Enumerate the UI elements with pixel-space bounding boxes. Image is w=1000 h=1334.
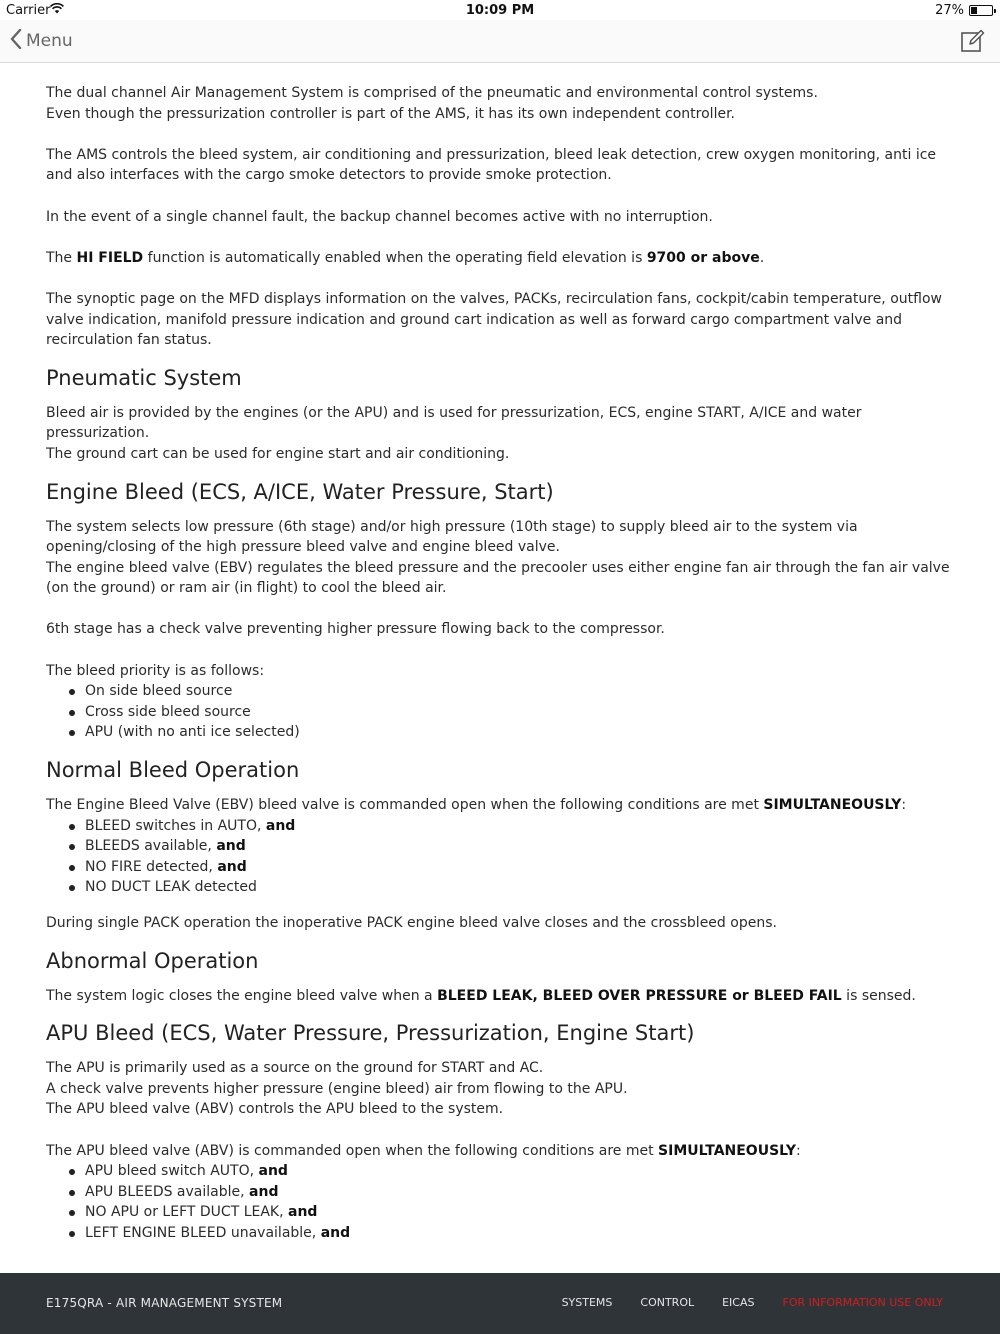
- apu-conditions-list: [46, 1161, 958, 1243]
- single-pack-paragraph: During single PACK operation the inoperative PACK engine bleed valve closes and the crossbleed opens.: [46, 915, 777, 931]
- chevron-left-icon: [10, 29, 26, 54]
- list-item: On side bleed source: [46, 681, 958, 702]
- normal-conditions-list: [46, 816, 958, 898]
- normal-bleed-paragraph: The Engine Bleed Valve (EBV) bleed valve is commanded open when the following conditions are met SIMULTANEOUSLY:: [46, 797, 907, 814]
- heading-normal-bleed: Normal Bleed Operation: [46, 758, 300, 783]
- list-item: APU bleed switch AUTO, and: [46, 1161, 958, 1182]
- back-button[interactable]: [10, 28, 73, 54]
- footer-links: [534, 1296, 943, 1309]
- info-use-warning: FOR INFORMATION USE ONLY: [782, 1296, 943, 1309]
- footer-bar: [0, 1273, 1000, 1334]
- battery-percent: 27%: [935, 3, 964, 18]
- article-content: [46, 64, 958, 1272]
- hifield-paragraph: The HI FIELD function is automatically enabled when the operating field elevation is 9700 or above.: [46, 249, 765, 266]
- pneumatic-paragraph: Bleed air is provided by the engines (or the APU) and is used for pressurization, ECS, engine START, A/ICE and water pressurization. The ground cart can be used for engine start and air conditioning.: [46, 404, 862, 462]
- ams-paragraph: The AMS controls the bleed system, air conditioning and pressurization, bleed leak detection, crew oxygen monitoring, anti ice and also interfaces with the cargo smoke detectors to provide smoke protection.: [46, 146, 937, 184]
- priority-intro: The bleed priority is as follows:: [46, 662, 265, 679]
- heading-pneumatic: Pneumatic System: [46, 365, 242, 390]
- compose-icon[interactable]: [960, 28, 986, 54]
- carrier-label: Carrier: [6, 3, 51, 18]
- priority-list: [46, 681, 958, 743]
- abnormal-paragraph: The system logic closes the engine bleed valve when a BLEED LEAK, BLEED OVER PRESSURE or BLEED FAIL is sensed.: [46, 987, 916, 1004]
- list-item: NO DUCT LEAK detected: [46, 877, 958, 898]
- footer-title: E175QRA - AIR MANAGEMENT SYSTEM: [46, 1296, 283, 1310]
- fault-paragraph: In the event of a single channel fault, the backup channel becomes active with no interruption.: [46, 208, 713, 225]
- apu-open-paragraph: The APU bleed valve (ABV) is commanded open when the following conditions are met SIMULTANEOUSLY:: [46, 1142, 801, 1159]
- back-label: Menu: [26, 31, 73, 51]
- list-item: LEFT ENGINE BLEED unavailable, and: [46, 1223, 958, 1244]
- list-item: Cross side bleed source: [46, 702, 958, 723]
- apu-paragraph: The APU is primarily used as a source on the ground for START and AC. A check valve prevents higher pressure (engine bleed) air from flowing to the APU. The APU bleed valve (ABV) controls the APU bleed to the system.: [46, 1060, 628, 1118]
- footer-link-eicas[interactable]: EICAS: [722, 1296, 755, 1309]
- list-item: APU (with no anti ice selected): [46, 722, 958, 743]
- navigation-bar: [0, 20, 1000, 63]
- list-item: BLEED switches in AUTO, and: [46, 816, 958, 837]
- list-item: NO APU or LEFT DUCT LEAK, and: [46, 1202, 958, 1223]
- battery-icon: [969, 5, 993, 16]
- footer-link-systems[interactable]: SYSTEMS: [561, 1296, 613, 1309]
- list-item: BLEEDS available, and: [46, 836, 958, 857]
- engine-bleed-paragraph: The system selects low pressure (6th stage) and/or high pressure (10th stage) to supply bleed air to the system via opening/closing of the high pressure bleed valve and engine bleed valve. The engine bleed valve (EBV) regulates the bleed pressure and the precooler uses either engine fan air through the fan air valve (on the ground) or ram air (in flight) to cool the bleed air.: [46, 518, 950, 597]
- check-valve-paragraph: 6th stage has a check valve preventing higher pressure flowing back to the compressor.: [46, 621, 665, 638]
- clock: 10:09 PM: [465, 3, 535, 18]
- status-bar: [0, 0, 1000, 20]
- list-item: NO FIRE detected, and: [46, 857, 958, 878]
- heading-apu-bleed: APU Bleed (ECS, Water Pressure, Pressurization, Engine Start): [46, 1021, 695, 1046]
- heading-engine-bleed: Engine Bleed (ECS, A/ICE, Water Pressure, Start): [46, 479, 554, 504]
- intro-paragraph: The dual channel Air Management System is comprised of the pneumatic and environmental control systems. Even though the pressurization controller is part of the AMS, it has its own independent controller.: [46, 85, 818, 122]
- heading-abnormal: Abnormal Operation: [46, 948, 259, 973]
- synoptic-paragraph: The synoptic page on the MFD displays information on the valves, PACKs, recirculation fans, cockpit/cabin temperature, outflow valve indication, manifold pressure indication and ground cart indication as well as forward cargo compartment valve and recirculation fan status.: [46, 290, 942, 349]
- list-item: APU BLEEDS available, and: [46, 1182, 958, 1203]
- footer-link-control[interactable]: CONTROL: [640, 1296, 695, 1309]
